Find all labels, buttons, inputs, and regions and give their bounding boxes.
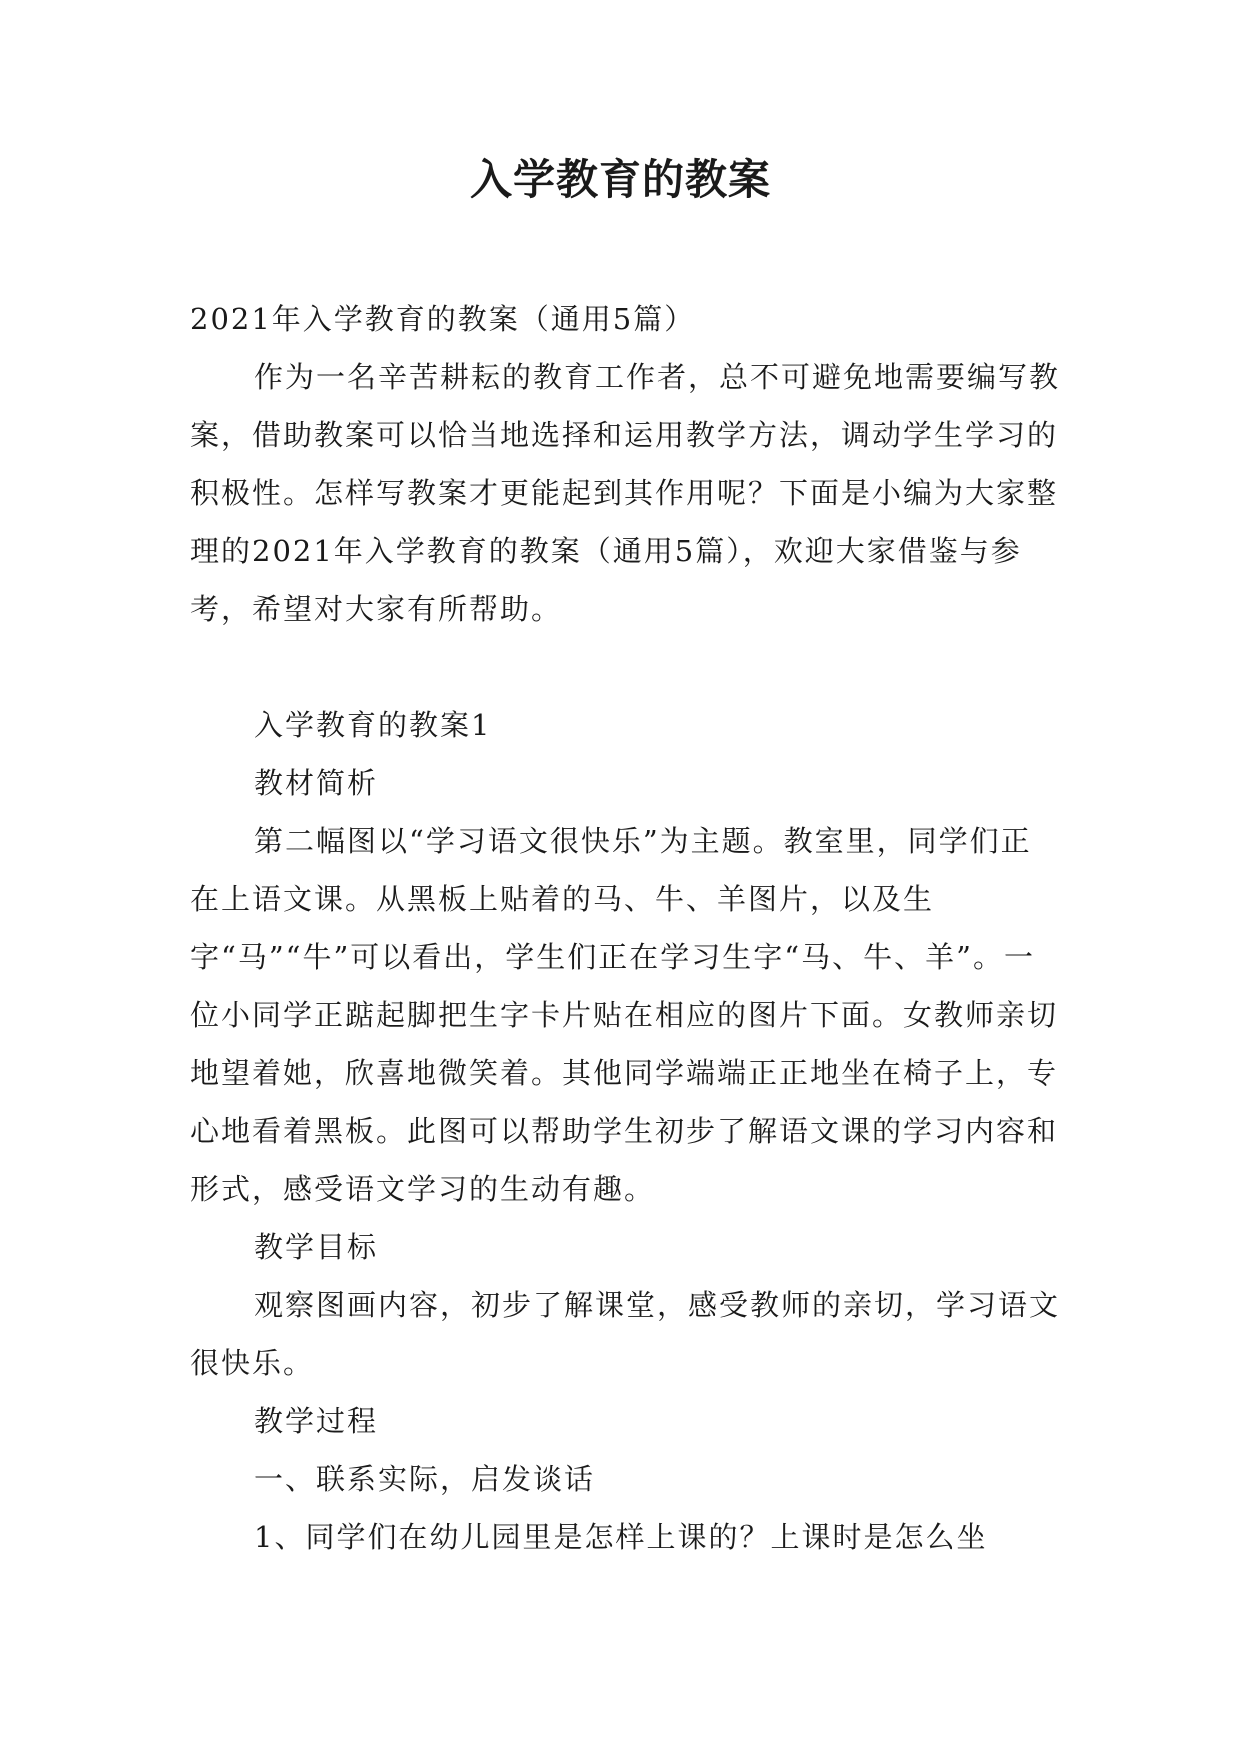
intro-paragraph: 作为一名辛苦耕耘的教育工作者，总不可避免地需要编写教案，借助教案可以恰当地选择和运用教学方法，调动学生学习的积极性。怎样写教案才更能起到其作用呢？下面是小编为大家整理的2021年入学教育的教案（通用5篇），欢迎大家借鉴与参考，希望对大家有所帮助。 bbox=[190, 360, 1061, 626]
spacer bbox=[190, 638, 1060, 696]
section-heading: 入学教育的教案1 bbox=[254, 708, 492, 742]
goals-heading: 教学目标 bbox=[254, 1230, 379, 1264]
goals-paragraph: 观察图画内容，初步了解课堂，感受教师的亲切，学习语文很快乐。 bbox=[190, 1288, 1061, 1380]
materials-heading: 教材简析 bbox=[254, 766, 379, 800]
document-body bbox=[190, 290, 1060, 1566]
materials-paragraph: 第二幅图以“学习语文很快乐”为主题。教室里，同学们正在上语文课。从黑板上贴着的马、牛、羊图片，以及生字“马”“牛”可以看出，学生们正在学习生字“马、牛、羊”。一位小同学正踮起脚把生字卡片贴在相应的图片下面。女教师亲切地望着她，欣喜地微笑着。其他同学端端正正地坐在椅子上，专心地看着黑板。此图可以帮助学生初步了解语文课的学习内容和形式，感受语文学习的生动有趣。 bbox=[190, 824, 1059, 1206]
step1-heading: 一、联系实际，启发谈话 bbox=[254, 1462, 596, 1496]
document-subtitle: 2021年入学教育的教案（通用5篇） bbox=[190, 302, 696, 336]
step1-item: 1、同学们在幼儿园里是怎样上课的？上课时是怎么坐 bbox=[254, 1520, 988, 1554]
process-heading: 教学过程 bbox=[254, 1404, 379, 1438]
document-title: 入学教育的教案 bbox=[469, 155, 771, 204]
